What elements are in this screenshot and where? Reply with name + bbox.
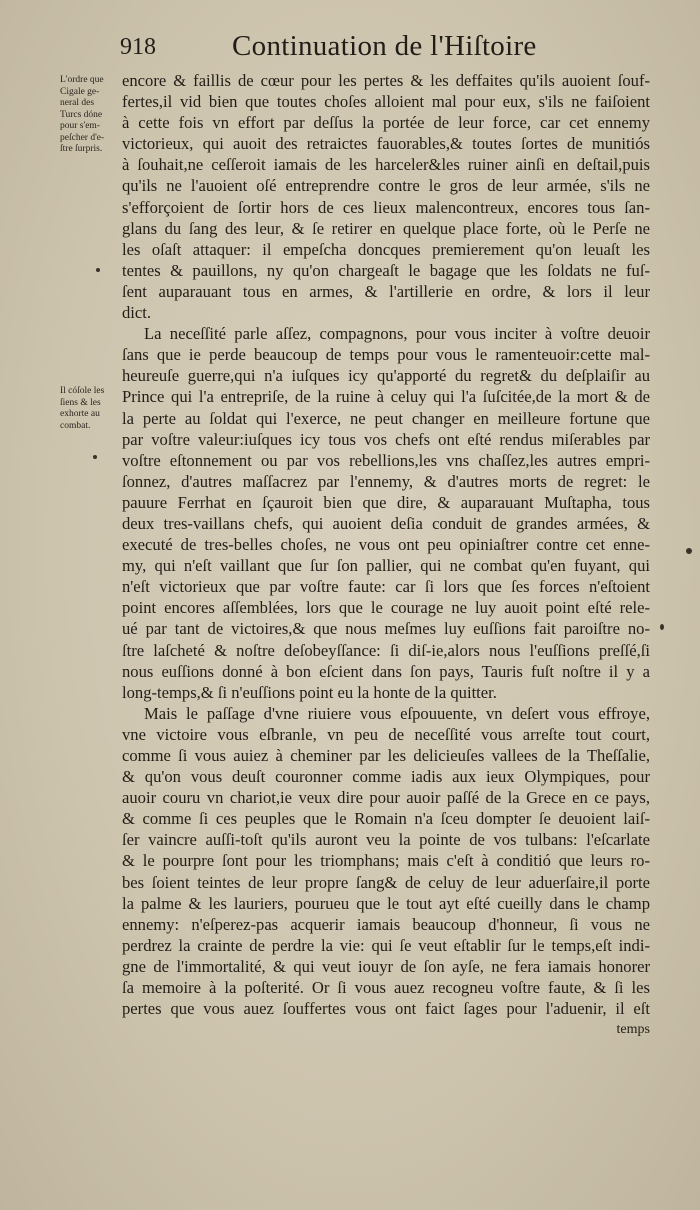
text-line: & qu'on vous deuſt couronner comme iadis aux ieux Olympiques, pour bbox=[122, 767, 650, 787]
text-line: ſent auparauant tous en armes, & l'artillerie en ordre, & lors il leur bbox=[122, 281, 650, 301]
text-line: pauure Ferrhat en ſçauroit bien que dire, & auparauant Muſtapha, tous bbox=[122, 492, 650, 512]
text-line: dict. bbox=[122, 303, 152, 323]
ink-speck bbox=[686, 548, 692, 554]
text-line: gne de l'immortalité, & qui veut iouyr de ſon ayſe, ne fera iamais honorer bbox=[122, 956, 650, 976]
page-header bbox=[0, 28, 700, 68]
text-line: ſa memoire à la poſterité. Or ſi vous auez recogneu voſtre faute, & ſi les bbox=[122, 978, 650, 998]
text-line: point encores aſſemblées, lors que le courage ne luy auoit point eſté rele- bbox=[122, 598, 650, 618]
text-line: perdrez la crainte de perdre la vie: qui ſe veut eſtablir ſur le temps,eſt indi- bbox=[122, 935, 650, 955]
text-line: pertes que vous auez ſouffertes vous ont faict ſages pour l'aduenir, il eſt bbox=[122, 999, 650, 1019]
text-line: auoir couru vn chariot,ie veux dire pour auoir paſſé de la Grece en ce pays, bbox=[122, 788, 650, 808]
margin-note-line: L'ordre que bbox=[60, 75, 104, 85]
text-line: La neceſſité parle aſſez, compagnons, pour vous inciter à voſtre deuoir bbox=[144, 324, 650, 344]
text-line: s'efforçoient de ſortir hors de ces lieux malencontreux, encores tous ſan- bbox=[122, 197, 650, 217]
text-line: my, qui n'eſt vaillant que ſur ſon pallier, qui ne combat qu'en fuyant, qui bbox=[122, 556, 650, 576]
text-line: tentes & pauillons, ny qu'on chargeaſt le bagage que les ſoldats ne fuſ- bbox=[122, 260, 650, 280]
text-line: comme ſi vous auiez à cheminer par les delicieuſes vallees de la Theſſalie, bbox=[122, 746, 650, 765]
text-line: ſtre laſcheté & noſtre deſobeyſſance: ſi diſ-ie,alors nous l'euſſions preſſé,ſi bbox=[122, 640, 650, 660]
text-line: deux tres-vaillans chefs, qui auoient deſia conduit de grandes armées, & bbox=[122, 513, 650, 533]
page-number: 918 bbox=[120, 34, 156, 60]
body-text bbox=[122, 70, 650, 1040]
margin-note-order bbox=[60, 75, 122, 156]
ink-speck bbox=[660, 624, 664, 630]
margin-note-consolation bbox=[60, 386, 122, 432]
text-line: vne victoire vous eſbranle, vn peu de neceſſité vous arreſte tout court, bbox=[122, 724, 650, 744]
text-line: les oſaſt attaquer: il empeſcha doncques premierement qu'on leuaſt les bbox=[122, 239, 650, 259]
text-line: n'eſt victorieux que par voſtre faute: car ſi lors que ſes forces n'eſtoient bbox=[122, 577, 650, 597]
margin-note-line: combat. bbox=[60, 420, 91, 431]
margin-note-line: ſiens & les bbox=[60, 397, 101, 408]
text-line: la perte au ſoldat qui l'exerce, ne peut changer en meilleure fortune que bbox=[122, 408, 650, 428]
margin-note-line: pour s'em- bbox=[60, 121, 100, 131]
text-line: bes ſoient teintes de leur propre ſang& de celuy de leur aduerſaire,il porte bbox=[122, 872, 650, 892]
text-line: ennemy: n'eſperez-pas acquerir iamais beaucoup d'honneur, ſi vous ne bbox=[122, 914, 650, 934]
text-line: à cette fois vn effort par deſſus la portée de leur force, car cet ennemy bbox=[122, 113, 650, 133]
margin-note-line: peſcher d'e- bbox=[60, 132, 105, 143]
text-line: nous euſſions donné à bon eſcient dans ſon pays, Tauris fuſt noſtre il y a bbox=[122, 661, 650, 681]
text-line: encore & faillis de cœur pour les pertes & les deffaites qu'ils auoient ſouf- bbox=[122, 71, 650, 90]
text-line: fertes,il vid bien que toutes choſes alloient mal pour eux, s'ils ne faiſoient bbox=[122, 92, 650, 112]
text-line: à ſouhait,ne ceſſeroit iamais de les harceler&les ruiner ainſi en deſtail,puis bbox=[122, 155, 650, 175]
text-line: par voſtre valeur:iuſques icy tous vos chefs ont eſté rendus miſerables par bbox=[122, 429, 650, 449]
catchword: temps bbox=[616, 1022, 650, 1038]
text-line: victorieux, qui auoit des retraictes fauorables,& toutes ſortes de munitiós bbox=[122, 134, 650, 154]
text-line: & comme ſi ces peuples que le Romain n'a ſceu dompter ſe deuoient laiſ- bbox=[122, 809, 650, 829]
text-line: ſonnez, d'autres maſſacrez par l'ennemy, & d'autres morts de regret: le bbox=[122, 471, 650, 491]
text-line: Prince qui l'a entrepriſe, de la ruine à celuy qui l'a ſuſcitée,de la mort & de bbox=[122, 387, 650, 407]
text-line: heureuſe guerre,qui n'a iuſques icy qu'apporté du regret& du deſplaiſir au bbox=[122, 366, 650, 386]
text-line: long-temps,& ſi n'euſſions point eu la honte de la quitter. bbox=[122, 682, 497, 702]
text-line: & le pourpre ſont pour les triomphans; mais c'eſt à conditió que leurs ro- bbox=[122, 851, 650, 871]
text-line: ſans que ie perde beaucoup de temps pour vous le ramenteuoir:cette mal- bbox=[122, 345, 650, 365]
text-line: glans du ſang des leur, & ſe retirer en quelque place forte, où le Perſe ne bbox=[122, 218, 650, 238]
ink-speck bbox=[93, 455, 97, 459]
text-line: executé de tres-belles choſes, ne vous ont peu opiniaſtrer contre cet enne- bbox=[122, 535, 650, 555]
margin-note-line: exhorte au bbox=[60, 409, 100, 419]
margin-note-line: ſtre ſurpris. bbox=[60, 144, 103, 154]
margin-note-line: neral des bbox=[60, 98, 95, 108]
running-title: Continuation de l'Hiſtoire bbox=[232, 30, 537, 62]
ink-speck bbox=[96, 268, 100, 272]
text-line: qu'ils ne l'auoient oſé entreprendre contre le gros de leur armée, s'ils ne bbox=[122, 176, 650, 196]
margin-note-line: Il cóſole les bbox=[60, 386, 105, 396]
margin-note-line: Turcs dóne bbox=[60, 109, 103, 120]
margin-note-line: Cigale ge- bbox=[60, 86, 100, 97]
text-line: Mais le paſſage d'vne riuiere vous eſpouuente, vn deſert vous effroye, bbox=[144, 703, 650, 723]
text-line: ſer vaincre auſſi-toſt qu'ils auront veu la pointe de vos tulbans: l'eſcarlate bbox=[122, 830, 650, 850]
text-line: ué par tant de victoires,& que nous meſmes luy euſſions fait paroiſtre no- bbox=[122, 619, 650, 639]
text-line: voſtre eſtonnement ou par vos rebellions,les vns chaſſez,les autres empri- bbox=[122, 450, 650, 470]
text-line: la palme & les lauriers, pourueu que le tout ayt eſté cueilly dans le champ bbox=[122, 893, 650, 913]
